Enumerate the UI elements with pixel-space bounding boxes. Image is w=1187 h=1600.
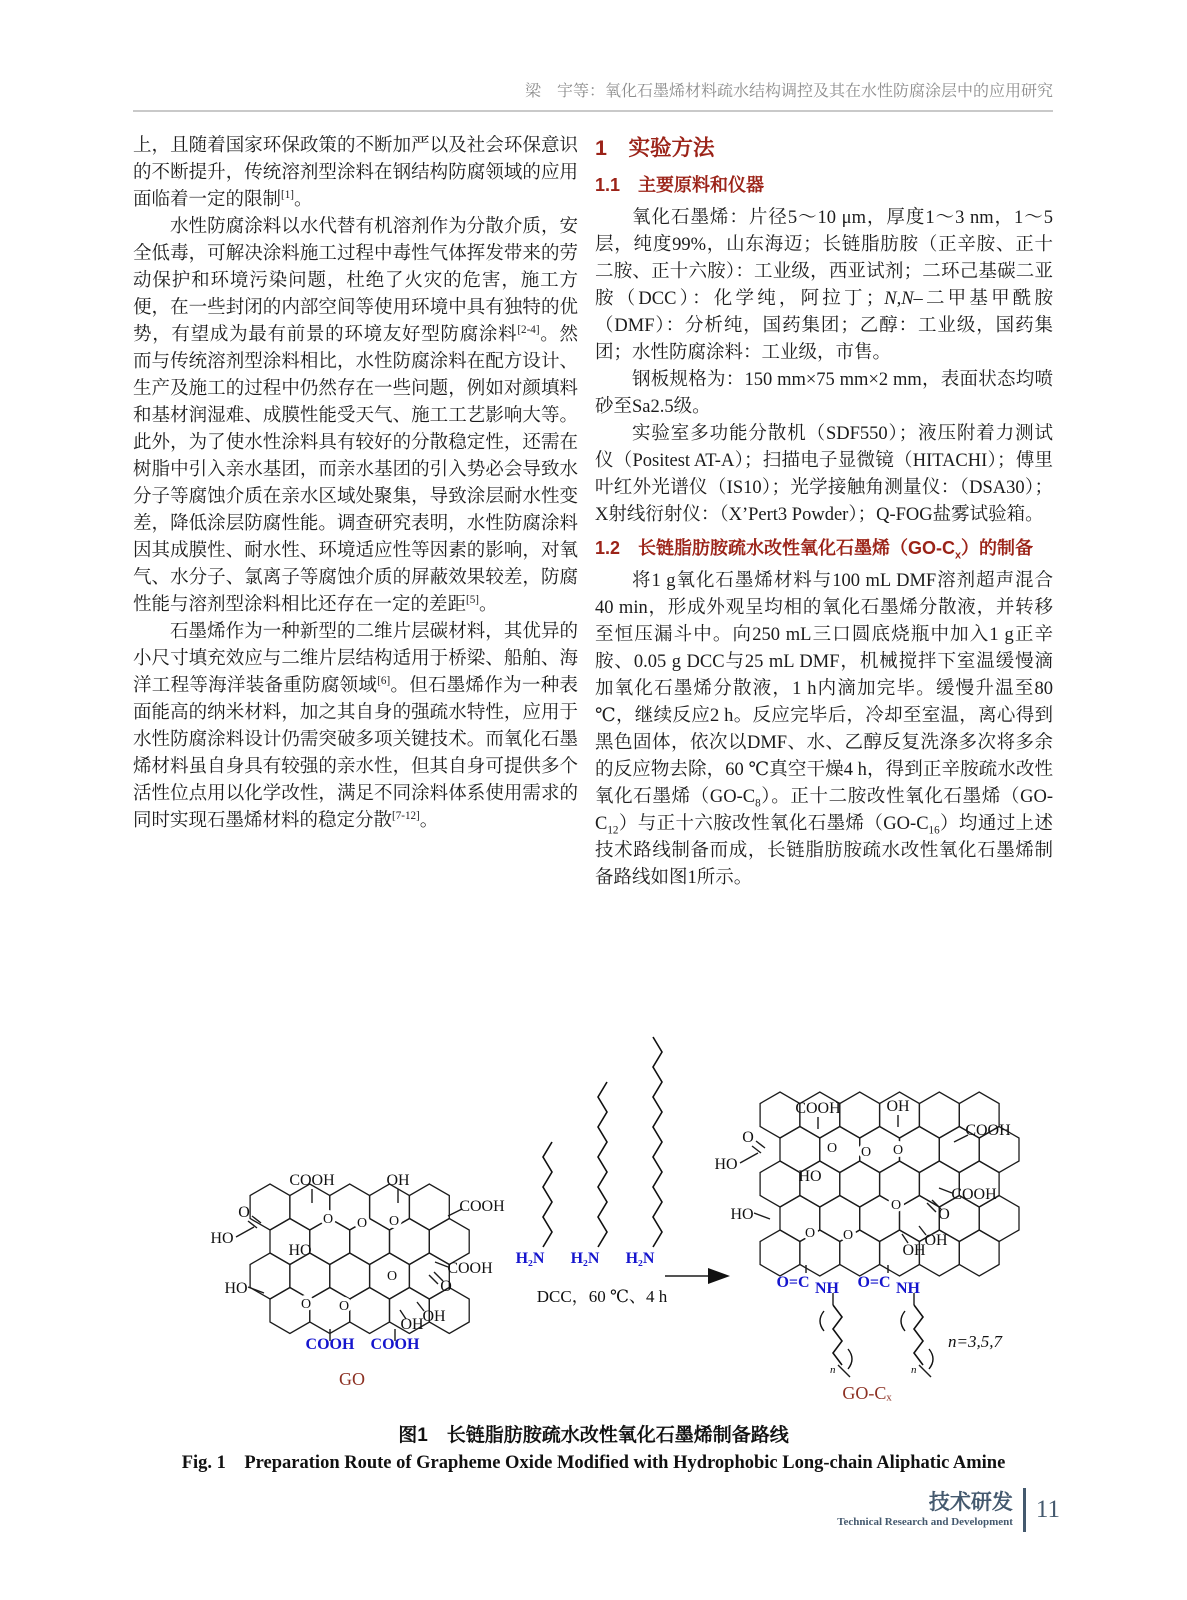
paragraph: 钢板规格为：150 mm×75 mm×2 mm，表面状态均喷砂至Sa2.5级。: [595, 370, 1053, 417]
chem-label-ho: HO: [288, 1242, 312, 1259]
chem-label-oh: OH: [924, 1232, 948, 1249]
chem-label-cooh: COOH: [447, 1260, 493, 1277]
h2n-label: H₂N: [625, 1250, 655, 1267]
footer-section-en: Technical Research and Development: [837, 1516, 1013, 1528]
n-subscript: n: [911, 1364, 917, 1376]
chem-label-ho: HO: [714, 1156, 738, 1173]
paragraph: 水性防腐涂料以水代替有机溶剂作为分散介质，安全低毒，可解决涂料施工过程中毒性气体挥发带来的劳动保护和环境污染问题，杜绝了火灾的危害，施工方便，在一些封闭的内部空间等使用环境中具有独特的优势，有望成为最有前景的环境友好型防腐涂料[2-4]。然而与传统溶剂型涂料相比，水性防腐涂料在配方设计、生产及施工的过程中仍然存在一些问题，例如对颜填料和基材润湿难、成膜性能受天气、施工工艺影响大等。此外，为了使水性涂料具有较好的分散稳定性，还需在树脂中引入亲水基团，而亲水基团的引入势必会导致水分子等腐蚀介质在亲水区域处聚集，导致涂层耐水性变差，降低涂层防腐性能。调查研究表明，水性防腐涂料因其成膜性、耐水性、环境适应性等因素的影响，对氧气、水分子、氯离子等腐蚀介质的屏蔽效果较差，防腐性能与溶剂型涂料相比还存在一定的差距[5]。: [133, 217, 578, 615]
go-molecule-label: GO: [339, 1369, 365, 1389]
epoxide-o-label: O: [860, 1145, 872, 1160]
chem-label-ho: HO: [730, 1206, 754, 1223]
dodecylamine-chain: [598, 1082, 607, 1247]
paragraph: 石墨烯作为一种新型的二维片层碳材料，其优异的小尺寸填充效应与二维片层结构适用于桥梁、船舶、海洋工程等海洋装备重防腐领域[6]。但石墨烯作为一种表面能高的纳米材料，加之其自身的强疏水特性，应用于水性防腐涂料设计仍需突破多项关键技术。而氧化石墨烯材料虽自身具有较强的亲水性，但其自身可提供多个活性位点用以化学改性，满足不同涂料体系使用需求的同时实现石墨烯材料的稳定分散[7-12]。: [133, 622, 578, 831]
gocx-molecule-label: GO-Cₓ: [842, 1383, 892, 1403]
h2n-label: H₂N: [570, 1250, 600, 1267]
running-header: [133, 78, 1053, 112]
chem-label-oh: OH: [902, 1242, 926, 1259]
running-title: 梁 宇等：氧化石墨烯材料疏水结构调控及其在水性防腐涂层中的应用研究: [524, 83, 1053, 100]
n-values-label: n=3,5,7: [948, 1332, 1002, 1351]
gocx-group-labels: [714, 1098, 1011, 1297]
octylamine-chain: [543, 1142, 552, 1247]
reaction-condition: DCC，60 ℃、4 h: [536, 1287, 668, 1306]
figure-caption-cn: 图1 长链脂肪胺疏水改性氧化石墨烯制备路线: [398, 1425, 789, 1446]
chem-label-o: O: [440, 1278, 452, 1295]
chem-label-ho: HO: [224, 1280, 248, 1297]
n-subscript: n: [830, 1364, 836, 1376]
epoxide-o-label: O: [842, 1228, 854, 1243]
figure-1-scheme: [130, 975, 1110, 1420]
paragraph: 实验室多功能分散机（SDF550）；液压附着力测试仪（Positest AT-A）；扫描电子显微镜（HITACHI）；傅里叶红外光谱仪（IS10）；光学接触角测量仪：（DSA30）；X射线衍射仪：（X’Pert3 Powder）；Q-FOG盐雾试验箱。: [595, 424, 1053, 525]
amide-oc-label: O=C: [857, 1274, 891, 1291]
epoxide-o-label: O: [804, 1226, 816, 1241]
gocx-epoxide-group: [802, 1139, 906, 1243]
chem-label-cooh: COOH: [965, 1122, 1011, 1139]
chem-label-cooh: COOH: [795, 1100, 841, 1117]
chem-label-oh: OH: [386, 1172, 410, 1189]
epoxide-o-label: O: [826, 1141, 838, 1156]
chem-label-o: O: [238, 1204, 250, 1221]
figure-caption-en: Fig. 1 Preparation Route of Grapheme Oxide Modified with Hydrophobic Long-chain Aliphatic Amine: [181, 1453, 1006, 1473]
epoxide-o-label: O: [300, 1297, 312, 1312]
chem-label-ho: HO: [210, 1230, 234, 1247]
chem-label-cooh-blue: COOH: [305, 1336, 355, 1353]
gocx-bonds: [740, 1115, 968, 1305]
section-heading-1-2: 1.2 长链脂肪胺疏水改性氧化石墨烯$(GO-C_x)$的制备: [595, 538, 1034, 562]
chem-label-oh: OH: [886, 1098, 910, 1115]
right-column: [595, 133, 1053, 892]
reaction-scheme-svg: [130, 975, 1110, 1420]
amide-oc-label: O=C: [776, 1274, 810, 1291]
epoxide-o-label: O: [356, 1216, 368, 1231]
reaction-arrow: [665, 1268, 730, 1284]
section-heading-1-1: 1.1 主要原料和仪器: [595, 175, 765, 195]
amine-chains: [516, 1037, 662, 1267]
chem-label-cooh: COOH: [951, 1186, 997, 1203]
paragraph: 上，且随着国家环保政策的不断加严以及社会环保意识的不断提升，传统溶剂型涂料在钢结构防腐领域的应用面临着一定的限制[1]。: [133, 136, 578, 210]
page-footer: [837, 1488, 1060, 1532]
epoxide-o-label: O: [388, 1214, 400, 1229]
footer-section-cn: 技术研发: [928, 1491, 1013, 1514]
alkyl-chain-2: [914, 1305, 923, 1365]
section-heading-1: 1 实验方法: [595, 136, 715, 160]
alkyl-chain-1: [833, 1305, 842, 1365]
chem-label-ho: HO: [798, 1168, 822, 1185]
chem-label-oh: OH: [400, 1316, 424, 1333]
paragraph: 将1 g氧化石墨烯材料与100 mL DMF溶剂超声混合40 min，形成外观呈均相的氧化石墨烯分散液，并转移至恒压漏斗中。向250 mL三口圆底烧瓶中加入1 g正辛胺、0.05 g DCC与25 mL DMF，机械搅拌下室温缓慢滴加氧化石墨烯分散液，1 h内滴加完毕。缓慢升温至80 ℃，继续反应2 h。反应完毕后，冷却至室温，离心得到黑色固体，依次以DMF、水、乙醇反复洗涤多次将多余的反应物去除，60 ℃真空干燥4 h，得到正辛胺疏水改性氧化石墨烯$(GO-C_8)$。正十二胺改性氧化石墨烯$(GO-C_{12})$与正十六胺改性氧化石墨烯$(GO-C_{16})$均通过上述技术路线制备而成，长链脂肪胺疏水改性氧化石墨烯制备路线如图1所示。: [595, 571, 1053, 888]
footer-divider: [1023, 1488, 1026, 1532]
epoxide-o-label: O: [890, 1198, 902, 1213]
chem-label-o: O: [938, 1206, 950, 1223]
left-column: [133, 133, 578, 892]
arrowhead-icon: [708, 1268, 730, 1284]
epoxide-o-label: O: [386, 1269, 398, 1284]
h2n-label: H₂N: [515, 1250, 545, 1267]
hexadecylamine-chain: [653, 1037, 662, 1247]
chem-label-cooh-blue: COOH: [370, 1336, 420, 1353]
chem-label-cooh: COOH: [459, 1198, 505, 1215]
epoxide-o-label: O: [892, 1143, 904, 1158]
page-number: 11: [1035, 1496, 1060, 1523]
paragraph: 氧化石墨烯：片径5～10 μm，厚度1～3 nm，1～5层，纯度99%，山东海迈；长链脂肪胺（正辛胺、正十二胺、正十六胺）：工业级，西亚试剂；二环己基碳二亚胺（DCC）：化学纯，阿拉丁；N,N–二甲基甲酰胺（DMF）：分析纯，国药集团；乙醇：工业级，国药集团；水性防腐涂料：工业级，市售。: [595, 208, 1053, 363]
chem-label-oh: OH: [422, 1308, 446, 1325]
content-columns: [133, 133, 1053, 892]
epoxide-o-label: O: [322, 1212, 334, 1227]
amide-nh-label: NH: [815, 1280, 839, 1297]
amide-nh-label: NH: [896, 1280, 920, 1297]
chem-label-o: O: [742, 1129, 754, 1146]
epoxide-o-label: O: [338, 1299, 350, 1314]
footer-section-label: [837, 1491, 1013, 1529]
chem-label-cooh: COOH: [289, 1172, 335, 1189]
gocx-alkyl-chains: [820, 1305, 933, 1377]
